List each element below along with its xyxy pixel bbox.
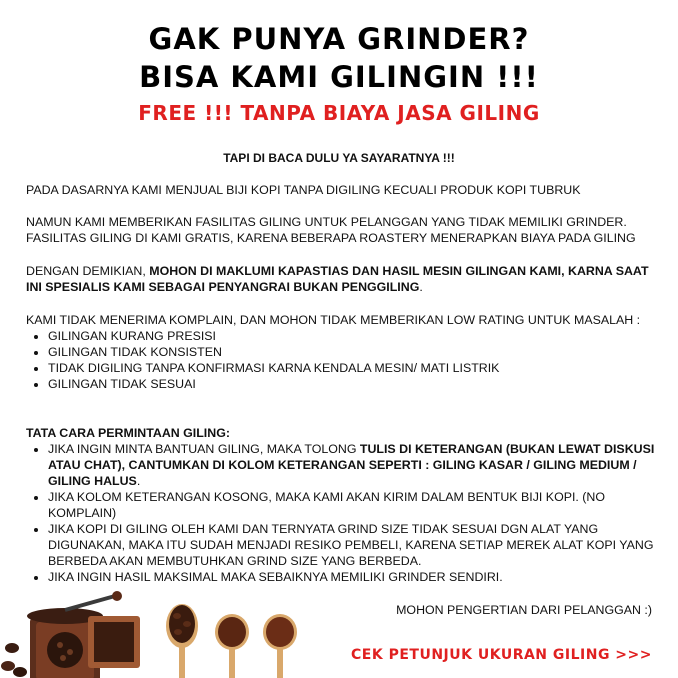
- procedure-item-1-end: .: [136, 474, 141, 488]
- paragraph-2-line-2: FASILITAS GILING DI KAMI GRATIS, KARENA BEBERAPA ROASTERY MENERAPKAN BIAYA PADA GILING: [26, 231, 636, 245]
- paragraph-2-line-1: NAMUN KAMI MEMBERIKAN FASILITAS GILING UNTUK PELANGGAN YANG TIDAK MEMILIKI GRINDER.: [26, 215, 627, 229]
- procedure-section: [26, 425, 656, 585]
- procedure-list: [26, 441, 656, 585]
- coffee-beans-spoon-icon: [166, 604, 198, 678]
- list-item: • GILINGAN TIDAK KONSISTEN: [48, 344, 656, 360]
- closing-note: MOHON PENGERTIAN DARI PELANGGAN :): [396, 603, 652, 617]
- headline-free-banner: FREE !!! TANPA BIAYA JASA GILING: [138, 101, 540, 125]
- procedure-title: [26, 425, 656, 441]
- paragraph-1-text: PADA DASARNYA KAMI MENJUAL BIJI KOPI TANPA DIGILING KECUALI PRODUK KOPI TUBRUK: [26, 183, 581, 197]
- procedure-item-1-lead: JIKA INGIN MINTA BANTUAN GILING, MAKA TOLONG: [48, 442, 360, 456]
- procedure-title-text: TATA CARA PERMINTAAN GILING:: [26, 426, 230, 440]
- paragraph-3-text: [26, 263, 656, 295]
- fine-ground-spoon-icon: [263, 614, 297, 678]
- coarse-ground-spoon-icon: [215, 614, 249, 678]
- paragraph-4-text: KAMI TIDAK MENERIMA KOMPLAIN, DAN MOHON TIDAK MEMBERIKAN LOW RATING UNTUK MASALAH :: [26, 313, 641, 327]
- list-item: • GILINGAN TIDAK SESUAI: [48, 376, 656, 392]
- ground-coffee-box-icon: [88, 616, 140, 668]
- list-item: • JIKA INGIN HASIL MAKSIMAL MAKA SEBAIKNYA MEMILIKI GRINDER SENDIRI.: [48, 569, 656, 585]
- list-item: • JIKA KOLOM KETERANGAN KOSONG, MAKA KAMI AKAN KIRIM DALAM BENTUK BIJI KOPI. (NO KOMPLAIN): [48, 489, 656, 521]
- complaint-list: [26, 328, 656, 392]
- paragraph-1: [26, 182, 656, 198]
- paragraph-3-bold: MOHON DI MAKLUMI KAPASTIAS DAN HASIL MESIN GILINGAN KAMI, KARNA SAAT INI SPESIALIS KAMI SEBAGAI PENYANGRAI BUKAN PENGGILING: [26, 264, 649, 294]
- paragraph-3-lead: DENGAN DEMIKIAN,: [26, 264, 150, 278]
- intro-note: TAPI DI BACA DULU YA SAYARATNYA !!!: [223, 151, 455, 165]
- paragraph-2: [26, 214, 656, 246]
- complaint-section: [26, 312, 656, 392]
- procedure-item-1-bold: TULIS DI KETERANGAN (BUKAN LEWAT DISKUSI ATAU CHAT), CANTUMKAN DI KOLOM KETERANGAN SEPERTI : GILING KASAR / GILING MEDIUM / GILING HALUS: [48, 442, 655, 488]
- paragraph-3-end: .: [419, 280, 423, 294]
- list-item: • TIDAK DIGILING TANPA KONFIRMASI KARNA KENDALA MESIN/ MATI LISTRIK: [48, 360, 656, 376]
- coffee-grinder-illustration: [0, 588, 330, 678]
- headline-line-2: BISA KAMI GILINGIN !!!: [139, 60, 539, 94]
- grind-guide-link[interactable]: CEK PETUNJUK UKURAN GILING >>>: [351, 647, 652, 663]
- headline-line-1: GAK PUNYA GRINDER?: [148, 22, 530, 56]
- list-item: [48, 441, 656, 489]
- list-item: • GILINGAN KURANG PRESISI: [48, 328, 656, 344]
- list-item: • JIKA KOPI DI GILING OLEH KAMI DAN TERNYATA GRIND SIZE TIDAK SESUAI DGN ALAT YANG DIGUNAKAN, MAKA ITU SUDAH MENJADI RESIKO PEMBELI, KARENA SETIAP MEREK ALAT KOPI YANG BERBEDA AKAN MEMBUTUHKAN GRIND SIZE YANG BERBEDA.: [48, 521, 656, 569]
- paragraph-3: [26, 263, 656, 295]
